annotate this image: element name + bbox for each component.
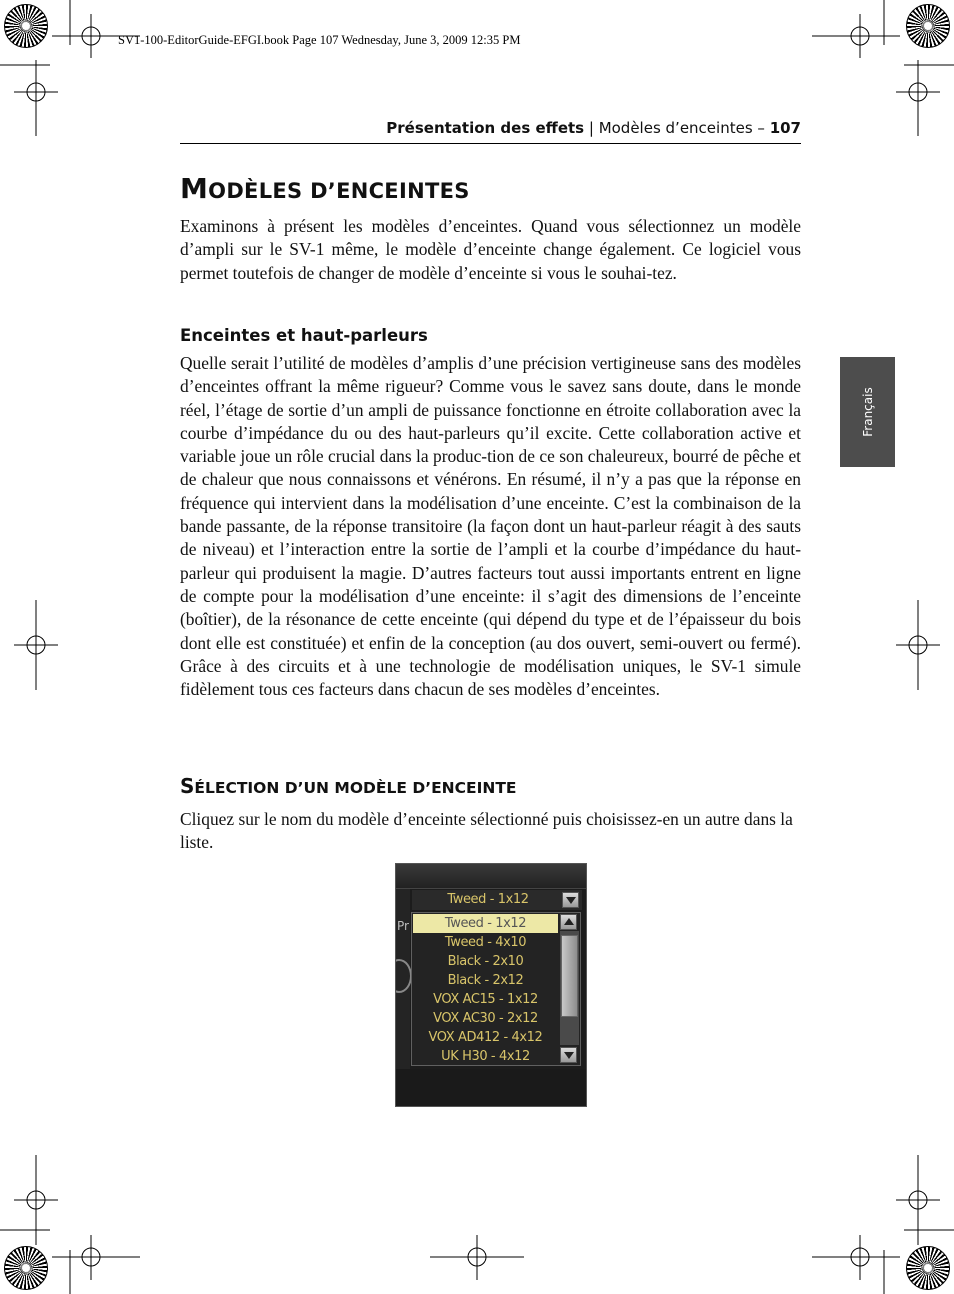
body-paragraph: Quelle serait l’utilité de modèles d’amplis d’une précision vertigineuse sans des modèles d’enceintes offrant la même rigueur? Comme vous le savez sans doute, dans le monde réel, l’étage de sortie d’un ampli de puissance fonctionne en étroite collaboration avec la courbe d’impédance du ou des haut-parleurs qu’il excite. Cette collaboration active et variable joue un rôle crucial dans la produc-tion de ce son chaleureux, bourré de pêche et de chaleur que nous connaissons et vénérons. En résumé, il n’y a pas que la réponse en fréquence qui intervient dans la modélisation d’une enceinte. C’est la combinaison de la bande passante, de la réponse transitoire (la façon dont un haut-parleur réagit à des sauts de niveau) et l’interaction entre la sortie de l’ampli et la courbe d’impédance du haut-parleur qui produisent la magie. D’autres facteurs tout aussi importants entrent en ligne de compte pour la modélisation d’une enceinte: il s’agit des dimensions de l’enceinte (boîtier), de la résonance de cette enceinte (qui dépend du type et de l’épaisseur du bois dont elle est constituée) et enfin de la conception (au dos ouvert, semi-ouvert ou fermé). Grâce à des circuits et à une technologie de modélisation uniques, le SV-1 simule fidèlement tous ces facteurs dans chacun de ses modèles d’enceintes. <box>180 353 801 700</box>
header-dash: – <box>752 119 770 137</box>
scroll-down-button[interactable] <box>560 1047 577 1063</box>
header-subsection: Modèles d’enceintes <box>598 119 753 137</box>
header-section: Présentation des effets <box>386 119 585 137</box>
cabinet-list <box>411 912 581 1066</box>
cabinet-list-item[interactable]: Tweed - 1x12 <box>413 914 558 933</box>
scroll-up-button[interactable] <box>560 914 577 930</box>
cabinet-list-item[interactable]: VOX AC30 - 2x12 <box>433 1011 538 1026</box>
partial-label: Pr <box>397 919 409 933</box>
scrollbar-thumb[interactable] <box>561 935 578 1017</box>
language-tab <box>840 357 895 467</box>
cabinet-list-item[interactable]: Black - 2x12 <box>447 973 524 988</box>
chevron-down-icon <box>566 897 576 904</box>
cabinet-list-item[interactable]: Tweed - 4x10 <box>444 935 527 950</box>
chevron-down-icon <box>564 1052 574 1059</box>
section-paragraph: Cliquez sur le nom du modèle d’enceinte sélectionné puis choisissez-en un autre dans la liste. <box>180 809 793 853</box>
print-slug: SV1-100-EditorGuide-EFGI.book Page 107 Wednesday, June 3, 2009 12:35 PM <box>118 33 521 47</box>
page-number: 107 <box>769 119 801 137</box>
cabinet-list-item[interactable]: UK H30 - 4x12 <box>441 1049 530 1064</box>
cabinet-list-item[interactable]: VOX AD412 - 4x12 <box>428 1030 543 1045</box>
registration-target-bottom-left <box>4 1246 48 1290</box>
cabinet-dropdown[interactable] <box>412 890 582 910</box>
cabinet-list-item[interactable]: VOX AC15 - 1x12 <box>433 992 538 1007</box>
chevron-up-icon <box>564 918 574 925</box>
subsection-title: Enceintes et haut-parleurs <box>180 326 428 345</box>
intro-paragraph: Examinons à présent les modèles d’enceintes. Quand vous sélectionnez un modèle d’ampli sur le SV-1 même, le modèle d’enceinte change également. Ce logiciel vous permet toutefois de changer de modèle d’enceinte si vous le souhai-tez. <box>180 216 801 283</box>
page-title: MODÈLES D’ENCEINTES <box>180 172 470 205</box>
section-title: SÉLECTION D’UN MODÈLE D’ENCEINTE <box>180 774 517 798</box>
cabinet-dropdown-value: Tweed - 1x12 <box>447 892 529 907</box>
registration-target-top-left <box>4 4 48 48</box>
cabinet-list-item[interactable]: Black - 2x10 <box>447 954 524 969</box>
cabinet-selector-screenshot <box>395 863 587 1107</box>
registration-target-top-right <box>906 4 950 48</box>
language-tab-label: Français <box>860 387 875 437</box>
dropdown-arrow-button[interactable] <box>562 892 579 908</box>
header-separator: | <box>584 119 599 137</box>
registration-target-bottom-right <box>906 1246 950 1290</box>
running-header <box>180 119 801 144</box>
